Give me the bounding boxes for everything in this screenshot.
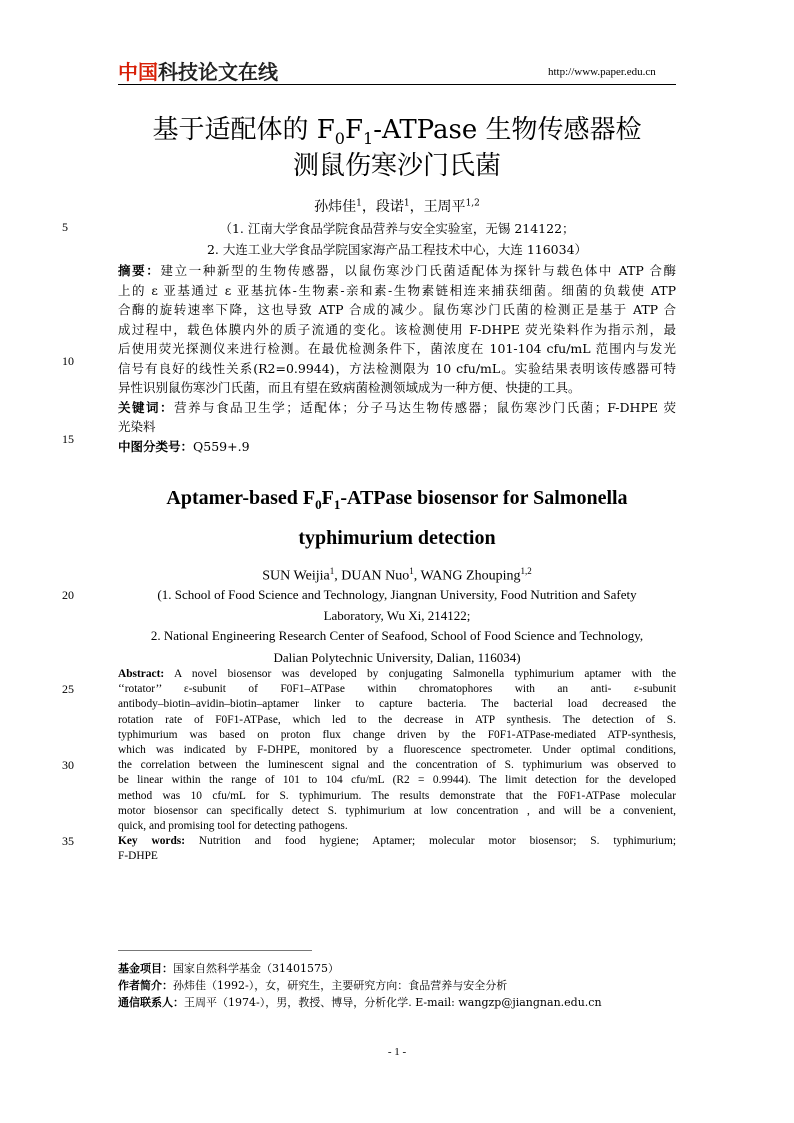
- en-keywords-text: Nutrition and food hygiene; Aptamer; molecular motor biosensor; S. typhimurium;: [185, 835, 676, 848]
- page-number: - 1 -: [387, 1046, 407, 1058]
- en-title-sub: 0: [315, 497, 322, 512]
- cn-abstract-line: 合酶的旋转速率下降，这也导致 ATP 合成的减少。鼠伤寒沙门氏菌的检测正是基于 ATP 合: [118, 302, 676, 317]
- line-number: 35: [62, 834, 74, 848]
- cn-abstract-label: 摘要：: [118, 263, 161, 278]
- en-abstract-label: Abstract:: [118, 668, 165, 680]
- en-title-line1: [118, 485, 676, 518]
- en-title-part: -ATPase biosensor for Salmonella: [340, 487, 628, 509]
- en-affiliation-line: Dalian Polytechnic University, Dalian, 116034): [273, 650, 521, 665]
- header-url[interactable]: http://www.paper.edu.cn: [548, 66, 656, 78]
- en-author-name: WANG Zhouping: [420, 568, 521, 584]
- en-affiliation-line: (1. School of Food Science and Technology, Jiangnan University, Food Nutrition and Safety: [157, 587, 637, 602]
- cn-title-sub: 0: [334, 129, 345, 149]
- footnote-divider: [118, 950, 312, 951]
- en-abstract-line: rotation rate of F0F1-ATPase, which led to the decrease in ATP synthesis. The detection of S.: [118, 713, 676, 726]
- cn-clc-label: 中图分类号：: [118, 438, 194, 454]
- en-abstract-line: A novel biosensor was developed by conjugating Salmonella typhimurium aptamer with the: [164, 668, 676, 680]
- footnote-correspondence: [118, 995, 602, 1010]
- cn-abstract-line: 异性识别鼠伤寒沙门氏菌，而且有望在致病菌检测领域成为一种方便、快捷的工具。: [118, 380, 581, 395]
- cn-authors: [118, 196, 676, 216]
- logo-dark-text: 科技论文在线: [158, 60, 278, 84]
- en-author-sup: 1: [329, 566, 335, 576]
- line-number: 30: [62, 758, 74, 772]
- cn-title-part: 基于适配体的 F: [152, 115, 335, 145]
- cn-author-sep: ，: [409, 199, 424, 215]
- site-logo: [118, 61, 278, 83]
- cn-author-name: 段诺: [375, 199, 404, 215]
- en-abstract-line: method was 10 cfu/mL for S. typhimurium. The results demonstrate that the F0F1-ATPase molecular: [118, 789, 676, 802]
- cn-title-part: -ATPase 生物传感器检: [373, 115, 642, 145]
- footnote-label: 基金项目：: [118, 962, 173, 975]
- line-number: 5: [62, 220, 68, 234]
- cn-keywords-text: 光染料: [118, 419, 156, 434]
- en-title-line2: typhimurium detection: [298, 527, 496, 549]
- en-abstract-line: typhimurium was based on proton flux change driven by the F0F1-ATPase-mediated ATP-synthesis,: [118, 728, 676, 741]
- cn-abstract-line: 信号有良好的线性关系(R2=0.9944)，方法检测限为 10 cfu/mL。实验结果表明该传感器可特: [118, 360, 676, 376]
- en-abstract-line: be linear within the range of 101 to 104 cfu/mL (R2 = 0.9944). The limit detection for the developed: [118, 774, 676, 787]
- cn-abstract-line: 后使用荧光探测仪来进行检测。在最优检测条件下，菌浓度在 101-104 cfu/mL 范围内与发光: [118, 341, 676, 356]
- en-abstract: [118, 667, 676, 865]
- cn-author-sup: 1: [403, 198, 410, 209]
- footnote-text: 孙炜佳（1992-），女，研究生，主要研究方向：食品营养与安全分析: [173, 979, 508, 992]
- en-keywords-text: F-DHPE: [118, 850, 158, 863]
- cn-title-sub: 1: [363, 129, 374, 149]
- en-affiliation-line: Laboratory, Wu Xi, 214122;: [323, 608, 471, 623]
- en-abstract-line: ‘‘rotator’’ ε-subunit of F0F1–ATPase within chromatophores with an anti- ε-subunit: [118, 683, 676, 696]
- cn-title-line2: 测鼠伤寒沙门氏菌: [292, 151, 501, 181]
- en-title-sub: 1: [333, 497, 341, 512]
- footnote-text: 王周平（1974-），男，教授、博导，分析化学. E-mail: wangzp@jiangnan.edu.cn: [184, 996, 602, 1009]
- en-author-name: DUAN Nuo: [341, 568, 410, 584]
- cn-author-sup: 1: [356, 198, 362, 209]
- cn-clc-value: Q559+.9: [193, 438, 250, 454]
- en-title-part: Aptamer-based F: [166, 487, 316, 509]
- cn-author-sep: ，: [361, 199, 376, 215]
- en-title-part: F: [321, 487, 334, 509]
- cn-abstract-line: 成过程中，载色体膜内外的质子流通的变化。该检测使用 F-DHPE 荧光染料作为指示剂，最: [118, 321, 676, 337]
- en-abstract-line: motor biosensor can specifically detect S. typhimurium at low concentration , and will be a convenient,: [118, 804, 676, 817]
- footnote-label: 通信联系人：: [118, 996, 184, 1009]
- cn-keywords-label: 关键词：: [118, 399, 175, 415]
- en-author-sep: ,: [413, 568, 421, 584]
- en-abstract-line: which was indicated by F-DHPE, monitored by a fluorescence spectrometer. Under optimal conditions,: [118, 744, 676, 757]
- en-author-name: SUN Weijia: [262, 568, 330, 584]
- cn-abstract-line: 上的 ε 亚基通过 ε 亚基抗体-生物素-亲和素-生物素链相连来捕获细菌。细菌的负载使 ATP: [118, 282, 676, 298]
- line-number: 25: [62, 682, 74, 696]
- cn-author-sup: 1,2: [465, 198, 480, 209]
- footnote-text: 国家自然科学基金（31401575）: [173, 962, 339, 975]
- en-abstract-line: antibody–biotin–avidin–biotin–aptamer linker to capture bacteria. The bacterial load decreased the: [118, 698, 676, 711]
- en-author-sup: 1: [409, 566, 414, 576]
- cn-keywords-text: 营养与食品卫生学；适配体；分子马达生物传感器；鼠伤寒沙门氏菌；F-DHPE 荧: [174, 399, 676, 415]
- line-number: 15: [62, 432, 74, 446]
- en-affiliation-line: 2. National Engineering Research Center of Seafood, School of Food Science and Technology,: [150, 628, 644, 643]
- footnote-label: 作者简介：: [118, 979, 173, 992]
- header-divider: [118, 84, 676, 85]
- cn-affiliation-2: 2. 大连工业大学食品学院国家海产品工程技术中心，大连 116034）: [206, 242, 588, 257]
- en-keywords-label: Key words:: [118, 835, 186, 848]
- en-authors: [118, 566, 676, 585]
- en-abstract-line: the correlation between the luminescent signal and the concentration of S. typhimurium was observed to: [118, 759, 676, 772]
- cn-author-name: 孙炜佳: [314, 199, 357, 215]
- en-author-sup: 1,2: [520, 566, 532, 576]
- logo-red-text: 中国: [118, 60, 158, 84]
- cn-affiliation-1: （1. 江南大学食品学院食品营养与安全实验室，无锡 214122；: [219, 221, 575, 236]
- footnote-author-bio: [118, 978, 507, 993]
- footnote-funding: [118, 961, 339, 976]
- en-author-sep: ,: [334, 568, 342, 584]
- line-number: 10: [62, 354, 74, 368]
- cn-abstract-line: 建立一种新型的生物传感器，以鼠伤寒沙门氏菌适配体为探针与载色体中 ATP 合酶: [160, 263, 676, 278]
- cn-author-name: 王周平: [423, 199, 466, 215]
- cn-title-part: F: [344, 115, 364, 145]
- cn-abstract: [118, 261, 676, 456]
- en-abstract-line: quick, and promising tool for detecting pathogens.: [118, 820, 348, 833]
- line-number: 20: [62, 588, 74, 602]
